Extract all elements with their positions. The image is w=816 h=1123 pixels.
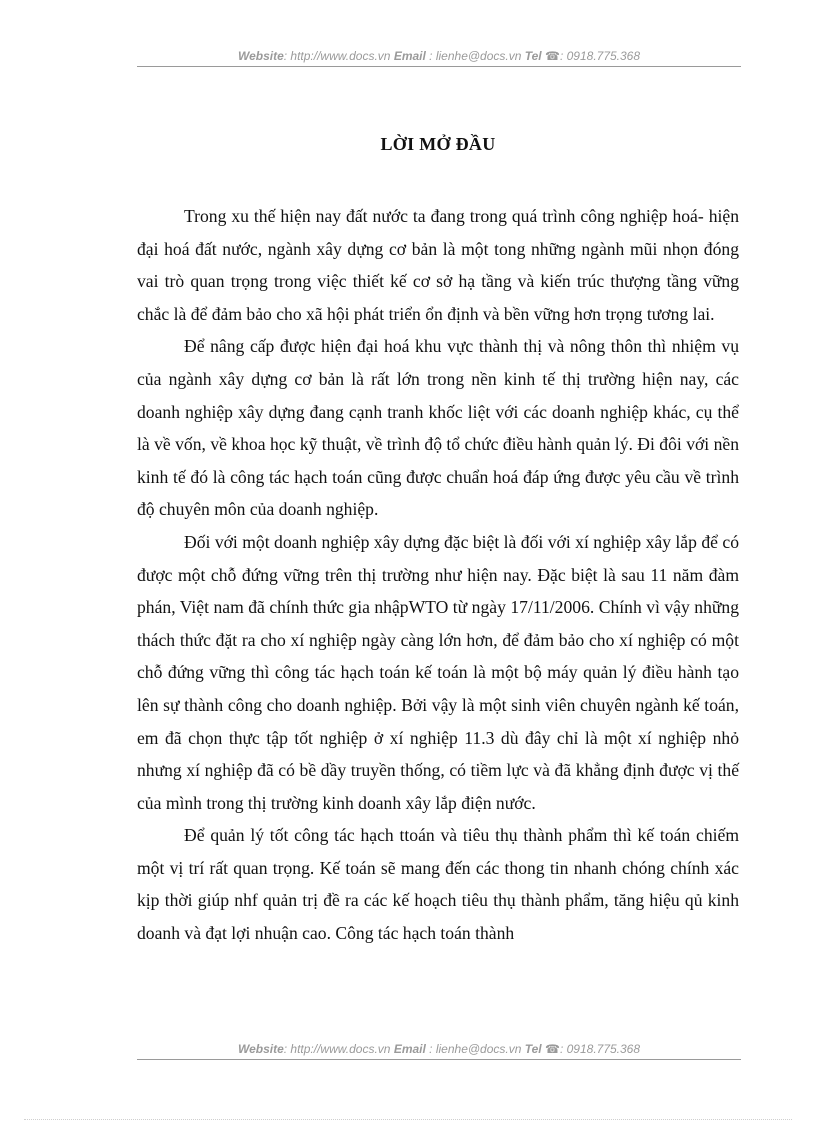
page-bottom-rule [24,1119,792,1120]
header-email-value: : lienhe@docs.vn [429,49,522,63]
header-website-label: Website [237,49,284,63]
footer-tel-value: : 0918.775.368 [559,1042,641,1056]
header-tel-label: Tel [524,49,542,63]
paragraph: Để quản lý tốt công tác hạch ttoán và tiêu thụ thành phẩm thì kế toán chiếm một vị trí rất quan trọng. Kế toán sẽ mang đến các thong tin nhanh chóng chính xác kịp thời giúp nhf quản trị đề ra các kế hoạch tiêu thụ thành phẩm, tăng hiệu qủ kinh doanh và đạt lợi nhuận cao. Công tác hạch toán thành [137,825,739,944]
document-body [137,200,739,950]
phone-icon: ☎ [545,1042,560,1056]
header-website-value: : http://www.docs.vn [283,49,391,63]
footer-website-label: Website [237,1042,284,1056]
header-tel-value: : 0918.775.368 [559,49,641,63]
footer-tel-label: Tel [524,1042,542,1056]
paragraph: Để nâng cấp được hiện đại hoá khu vực thành thị và nông thôn thì nhiệm vụ của ngành xây dựng cơ bản là rất lớn trong nền kinh tế thị trường hiện nay, các doanh nghiệp xây dựng đang cạnh tranh khốc liệt với các doanh nghiệp khác, cụ thể là về vốn, về khoa học kỹ thuật, về trình độ tổ chức điều hành quản lý. Đi đôi với nền kinh tế đó là công tác hạch toán cũng được chuẩn hoá đáp ứng được yêu cầu về trình độ chuyên môn của doanh nghiệp. [137,336,739,520]
paragraph: Trong xu thế hiện nay đất nước ta đang trong quá trình công nghiệp hoá- hiện đại hoá đất nước, ngành xây dựng cơ bản là một tong những ngành mũi nhọn đóng vai trò quan trọng trong việc thiết kế cơ sở hạ tầng và kiến trúc thượng tầng vững chắc là để đảm bảo cho xã hội phát triển ổn định và bền vững hơn trọng tương lai. [137,206,739,324]
footer-website-value: : http://www.docs.vn [283,1042,391,1056]
phone-icon: ☎ [545,49,560,63]
page-footer [137,1042,741,1060]
header-email-label: Email [393,49,426,63]
paragraph: Đối với một doanh nghiệp xây dựng đặc biệt là đối với xí nghiệp xây lắp để có được một chỗ đứng vững trên thị trường như hiện nay. Đặc biệt là sau 11 năm đàm phán, Việt nam đã chính thức gia nhậpWTO từ ngày 17/11/2006. Chính vì vậy những thách thức đặt ra cho xí nghiệp ngày càng lớn hơn, để đảm bảo cho xí nghiệp có một chỗ đứng vững thì công tác hạch toán kế toán là một bộ máy quản lý điều hành tạo lên sự thành công cho doanh nghiệp. Bởi vậy là một sinh viên chuyên ngành kế toán, em đã chọn thực tập tốt nghiệp ở xí nghiệp 11.3 dù đây chỉ là một xí nghiệp nhỏ nhưng xí nghiệp đã có bề dầy truyền thống, có tiềm lực và đã khẳng định được vị thế của mình trong thị trường kinh doanh xây lắp điện nước. [137,531,739,813]
page-header [137,49,741,67]
page-title: LỜI MỞ ĐẦU [380,134,496,154]
footer-email-label: Email [393,1042,426,1056]
footer-email-value: : lienhe@docs.vn [429,1042,522,1056]
